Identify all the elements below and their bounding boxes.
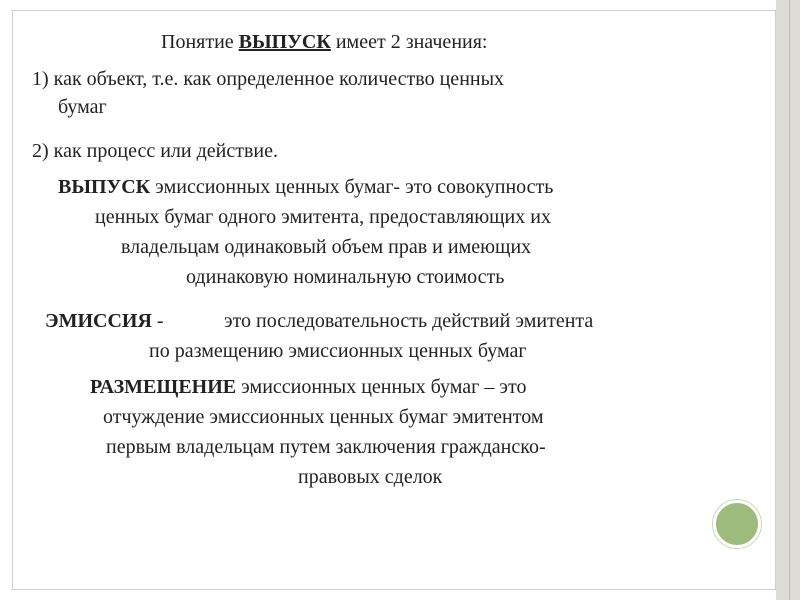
- meaning2-line: 2) как процесс или действие.: [32, 140, 278, 162]
- meaning1-line2: бумаг: [58, 96, 107, 118]
- meaning1-line1: 1) как объект, т.е. как определенное количество ценных: [32, 68, 505, 90]
- intro-term: ВЫПУСК: [238, 31, 331, 53]
- razmeshchenie-line1-rest: эмиссионных ценных бумаг – это: [236, 376, 527, 398]
- intro-suffix: имеет 2 значения:: [330, 31, 488, 53]
- emissiya-line1-rest: это последовательность действий эмитента: [224, 310, 594, 332]
- emissiya-term: ЭМИССИЯ: [45, 310, 152, 332]
- razmeshchenie-line3: первым владельцам путем заключения гражданско-: [106, 436, 546, 458]
- emissiya-dash: -: [151, 310, 164, 332]
- razmeshchenie-line4: правовых сделок: [298, 466, 443, 488]
- emissiya-line1: [45, 306, 164, 336]
- vypusk-line1-rest: эмиссионных ценных бумаг- это совокупность: [150, 176, 554, 198]
- vypusk-line3: владельцам одинаковый объем прав и имеющих: [121, 236, 532, 258]
- razmeshchenie-line1: [90, 372, 526, 402]
- intro-line: [161, 27, 487, 57]
- vypusk-line4: одинаковую номинальную стоимость: [186, 266, 505, 288]
- intro-prefix: Понятие: [161, 31, 239, 53]
- vypusk-line2: ценных бумаг одного эмитента, предоставляющих их: [95, 206, 551, 228]
- razmeshchenie-line2: отчуждение эмиссионных ценных бумаг эмитентом: [103, 406, 544, 428]
- vypusk-line1: [58, 172, 553, 202]
- emissiya-line2: по размещению эмиссионных ценных бумаг: [149, 340, 527, 362]
- right-side-line: [789, 0, 790, 600]
- right-side-band: [776, 0, 800, 600]
- razmeshchenie-term: РАЗМЕЩЕНИЕ: [90, 376, 237, 398]
- vypusk-term: ВЫПУСК: [58, 176, 151, 198]
